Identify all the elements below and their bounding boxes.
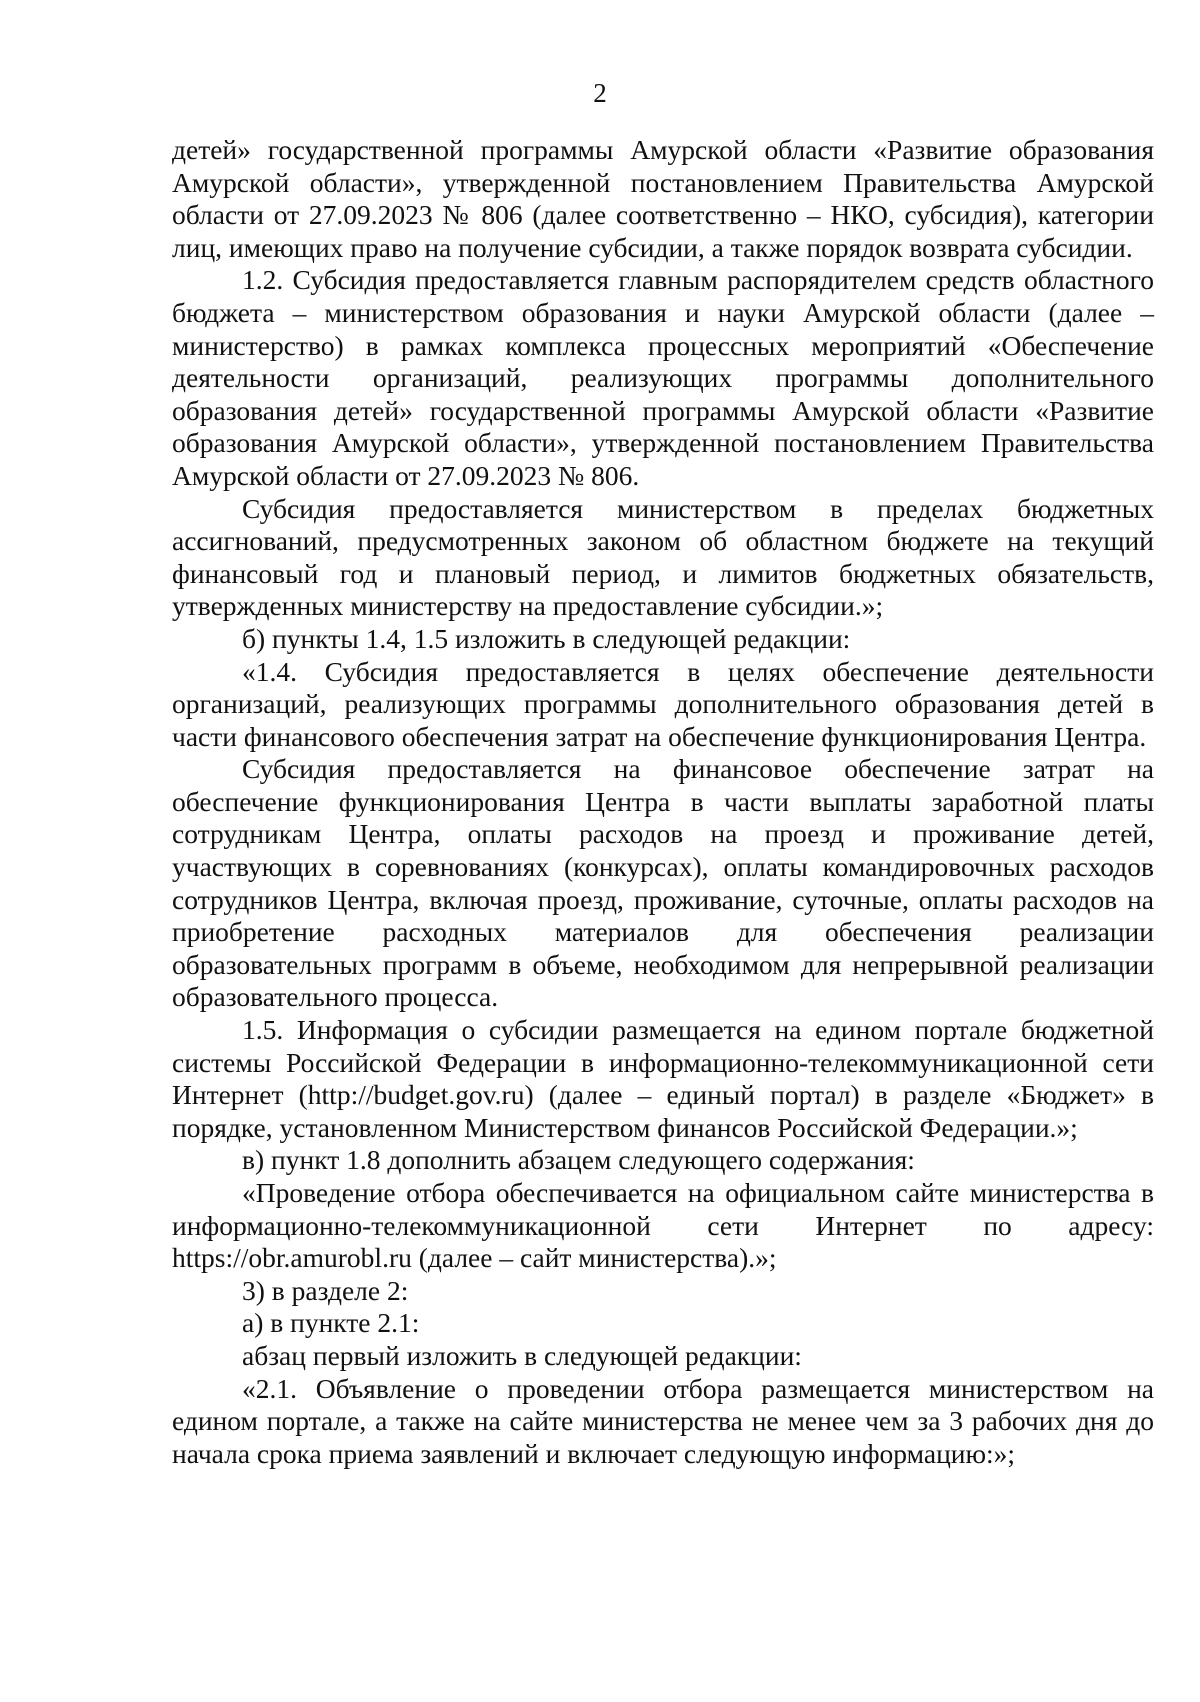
paragraph: «2.1. Объявление о проведении отбора размещается министерством на едином портале, а также на сайте министерства не менее чем за 3 рабочих дня до начала срока приема заявлений и включает следующую информацию:»;: [172, 1372, 1154, 1469]
paragraph: детей» государственной программы Амурской области «Развитие образования Амурской области», утвержденной постановлением Правительства Амурской области от 27.09.2023 № 806 (далее соответственно – НКО, субсидия), категории лиц, имеющих право на получение субсидии, а также порядок возврата субсидии.: [172, 134, 1154, 263]
paragraph: а) в пункте 2.1:: [242, 1307, 420, 1339]
paragraph: Субсидия предоставляется на финансовое обеспечение затрат на обеспечение функционирования Центра в части выплаты заработной платы сотрудникам Центра, оплаты расходов на проезд и проживание детей, участвующих в соревнованиях (конкурсах), оплаты командировочных расходов сотрудников Центра, включая проезд, проживание, суточные, оплаты расходов на приобретение расходных материалов для обеспечения реализации образовательных программ в объеме, необходимом для непрерывной реализации образовательного процесса.: [172, 753, 1154, 1013]
paragraph: «Проведение отбора обеспечивается на официальном сайте министерства в информационно-телекоммуникационной сети Интернет по адресу: https://obr.amurobl.ru (далее – сайт министерства).»;: [172, 1177, 1154, 1274]
paragraph: 3) в разделе 2:: [242, 1274, 409, 1306]
paragraph: «1.4. Субсидия предоставляется в целях обеспечение деятельности организаций, реализующих программы дополнительного образования детей в части финансового обеспечения затрат на обеспечение функционирования Центра.: [172, 655, 1154, 752]
paragraph: абзац первый изложить в следующей редакции:: [242, 1339, 802, 1371]
document-body: [172, 134, 1154, 1470]
page-number: 2: [593, 78, 607, 108]
paragraph: Субсидия предоставляется министерством в пределах бюджетных ассигнований, предусмотренных законом об областном бюджете на текущий финансовый год и плановый период, и лимитов бюджетных обязательств, утвержденных министерству на предоставление субсидии.»;: [172, 492, 1154, 622]
paragraph: б) пункты 1.4, 1.5 изложить в следующей редакции:: [242, 622, 851, 654]
paragraph: в) пункт 1.8 дополнить абзацем следующего содержания:: [242, 1144, 915, 1176]
paragraph: 1.5. Информация о субсидии размещается на едином портале бюджетной системы Российской Федерации в информационно-телекоммуникационной сети Интернет (http://budget.gov.ru) (далее – единый портал) в разделе «Бюджет» в порядке, установленном Министерством финансов Российской Федерации.»;: [172, 1014, 1154, 1143]
paragraph: 1.2. Субсидия предоставляется главным распорядителем средств областного бюджета – министерством образования и науки Амурской области (далее – министерство) в рамках комплекса процессных мероприятий «Обеспечение деятельности организаций, реализующих программы дополнительного образования детей» государственной программы Амурской области «Развитие образования Амурской области», утвержденной постановлением Правительства Амурской области от 27.09.2023 № 806.: [172, 264, 1154, 491]
